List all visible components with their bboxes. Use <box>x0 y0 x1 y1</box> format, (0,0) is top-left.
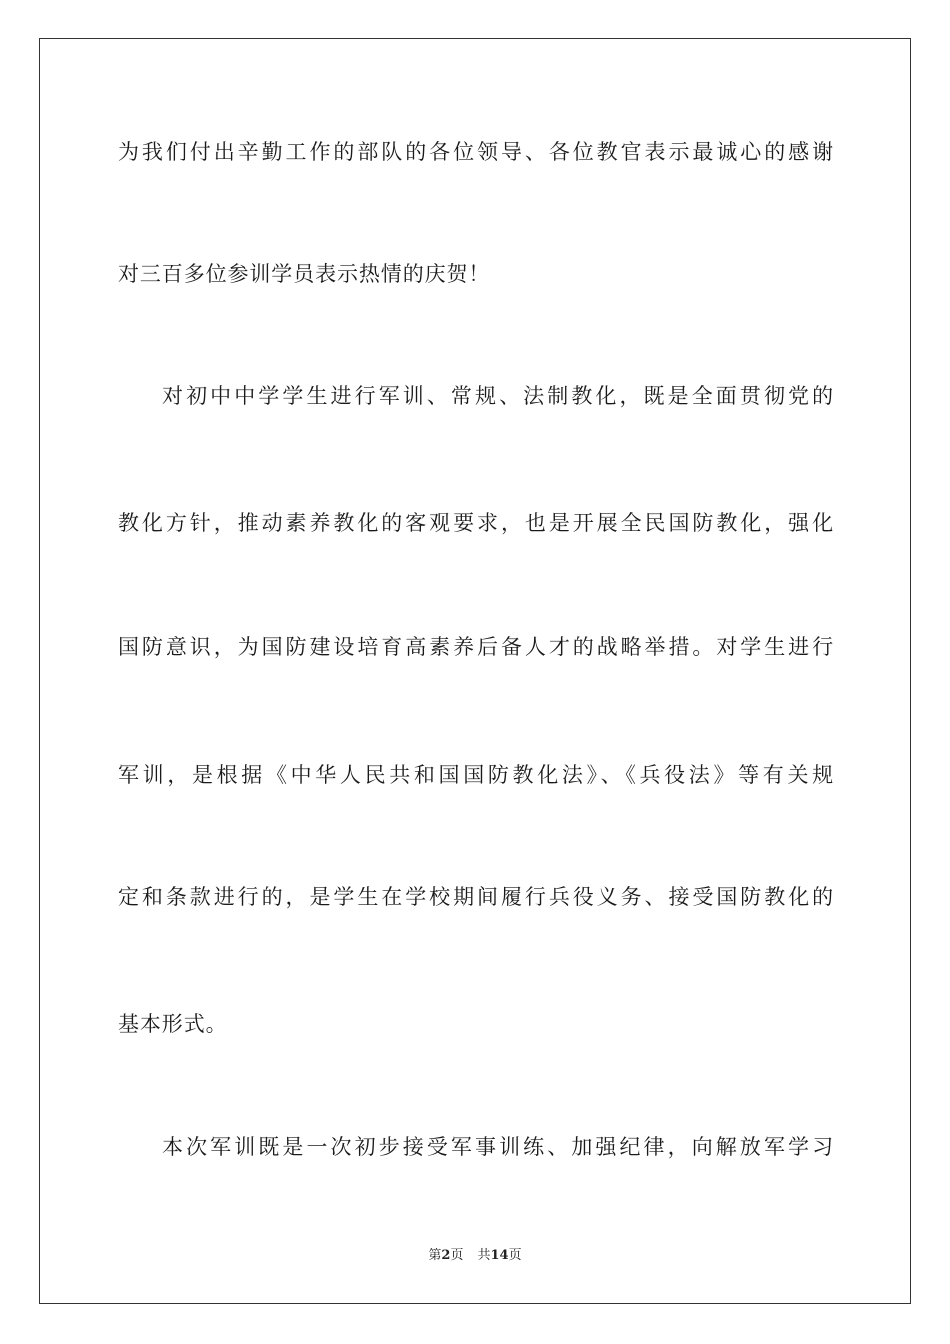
footer-total-prefix: 共 <box>477 1248 491 1263</box>
text-line-8: 基本形式。 <box>118 1012 228 1036</box>
footer-page-prefix: 第 <box>428 1248 442 1263</box>
text-line-6: 军训，是根据《中华人民共和国国防教化法》、《兵役法》等有关规 <box>118 763 834 787</box>
text-line-7: 定和条款进行的，是学生在学校期间履行兵役义务、接受国防教化的 <box>118 885 834 909</box>
text-line-1: 为我们付出辛勤工作的部队的各位领导、各位教官表示最诚心的感谢 <box>118 140 834 164</box>
text-line-3: 对初中中学学生进行军训、常规、法制教化，既是全面贯彻党的 <box>162 384 834 408</box>
page-footer <box>0 1247 950 1265</box>
text-line-9: 本次军训既是一次初步接受军事训练、加强纪律，向解放军学习 <box>162 1135 834 1159</box>
footer-total-pages: 14 <box>490 1248 509 1263</box>
footer-total-suffix: 页 <box>508 1248 522 1263</box>
text-line-5: 国防意识，为国防建设培育高素养后备人才的战略举措。对学生进行 <box>118 635 834 659</box>
page-border <box>39 38 911 1304</box>
text-line-2: 对三百多位参训学员表示热情的庆贺！ <box>118 262 491 286</box>
footer-page-number: 2 <box>441 1248 451 1263</box>
text-line-4: 教化方针，推动素养教化的客观要求，也是开展全民国防教化，强化 <box>118 511 834 535</box>
footer-page-suffix: 页 <box>450 1248 464 1263</box>
